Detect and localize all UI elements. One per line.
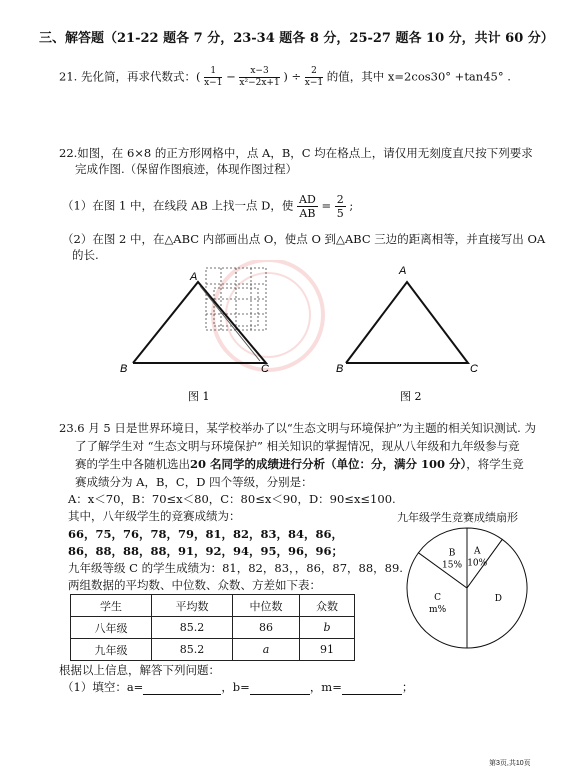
table-row xyxy=(71,617,355,639)
pie-chart xyxy=(404,525,530,651)
q23-line-1: 23.6 月 5 日是世界环境日，某学校举办了以“生态文明与环境保护”为主题的相关知识测试. 为 xyxy=(59,421,536,435)
q23-line-10: 两组数据的平均数、中位数、众数、方差如下表： xyxy=(68,578,321,592)
q22-part-1: （1）在图 1 中，在线段 AB 上找一点 D，使 $\frac{AD}{AB}$ = $\frac{2}{5}$ ; xyxy=(62,193,354,220)
table-header-cell: 众数 xyxy=(300,595,355,617)
table-header-cell: 学生 xyxy=(71,595,152,617)
q21-fraction-2: $\frac{x-3}{\text{x²−2x+1}}$ xyxy=(239,66,280,88)
fig2-label-b: B xyxy=(336,363,344,375)
table-cell: 八年级 xyxy=(71,617,152,639)
q22-part-2-line-1: （2）在图 2 中，在△ABC 内部画出点 O，使点 O 到△ABC 三边的距离相等，并直接写出 OA xyxy=(62,232,546,246)
stats-table xyxy=(70,594,355,661)
q22-ratio-2-5: $\frac{2}{5}$ xyxy=(336,193,344,220)
watermark-seal xyxy=(213,260,323,370)
table-cell: 86 xyxy=(233,617,300,639)
q23-line-2: 了了解学生对 “生态文明与环境保护” 相关知识的掌握情况，现从八年级和九年级参与竞 xyxy=(75,439,520,453)
question-21: 21. 先化简，再求代数式：( $\frac{1}{x-1}$ − $\frac{x-3}{\text{x²−2x+1}}$ ) ÷ $\frac{2}{x-1}$ 的值，其中 x=2cos30° +tan45° . xyxy=(59,66,511,88)
q21-fraction-3: $\frac{2}{x-1}$ xyxy=(304,66,324,88)
pie-label-a: A xyxy=(473,546,481,557)
fig1-caption: 图 1 xyxy=(188,390,210,403)
answer-blank-m[interactable] xyxy=(342,682,402,695)
table-cell: 85.2 xyxy=(152,639,233,661)
fig1-label-b: B xyxy=(120,363,128,375)
table-cell: b xyxy=(300,617,355,639)
pie-percent-c: m% xyxy=(429,604,447,615)
q22-part-2-line-2: 的长. xyxy=(72,248,99,262)
pie-label-b: B xyxy=(448,548,456,559)
fig1-label-c: C xyxy=(261,363,269,375)
fig2-label-a: A xyxy=(399,265,407,277)
answer-blank-b[interactable] xyxy=(250,682,310,695)
pie-percent-b: 15% xyxy=(442,560,463,571)
figure-2-triangle xyxy=(346,282,468,363)
pie-label-d: D xyxy=(494,594,502,605)
fig1-label-a: A xyxy=(190,271,198,283)
q23-fill-in: （1）填空：a= ，b= ，m= ； xyxy=(62,680,414,694)
q22-line-1: 22.如图，在 6×8 的正方形网格中，点 A，B，C 均在格点上，请仅用无刻度直尺按下列要求 xyxy=(59,146,533,160)
q23-after: 根据以上信息，解答下列问题： xyxy=(59,663,220,677)
answer-blank-a[interactable] xyxy=(143,682,221,695)
q21-fraction-1: $\frac{1}{x-1}$ xyxy=(204,66,223,88)
q23-line-6: 其中，八年级学生的竞赛成绩为： xyxy=(68,509,241,523)
pie-percent-a: 10% xyxy=(467,558,488,569)
table-cell: 85.2 xyxy=(152,617,233,639)
q23-grade8-scores-1: 66，75，76，78，79，81，82，83，84，86， xyxy=(68,527,344,541)
table-cell: 91 xyxy=(300,639,355,661)
pie-label-c: C xyxy=(434,592,442,603)
q23-grade8-scores-2: 86，88，88，88，91，92，94，95，96，96； xyxy=(68,544,344,558)
table-header-cell: 平均数 xyxy=(152,595,233,617)
table-header-cell: 中位数 xyxy=(233,595,300,617)
table-header-row xyxy=(71,595,355,617)
fig2-label-c: C xyxy=(470,363,478,375)
q21-lead: 21. 先化简，再求代数式：( xyxy=(59,69,201,84)
q23-grade-ranges: A：x＜70，B：70≤x＜80，C：80≤x＜90，D：90≤x≤100. xyxy=(68,492,396,506)
q22-line-2: 完成作图.（保留作图痕迹，体现作图过程） xyxy=(75,162,298,176)
q23-line-4: 赛成绩分为 A，B，C，D 四个等级，分别是： xyxy=(75,475,313,489)
q21-tail: 的值，其中 x=2cos30° +tan45° . xyxy=(326,69,511,84)
q22-figures xyxy=(118,260,508,410)
q23-line-3: 赛的学生中各随机选出20 名同学的成绩进行分析（单位：分，满分 100 分），将学生竞 xyxy=(75,457,524,471)
page-footer: 第3页,共10页 xyxy=(489,760,531,767)
q22-ratio-ad-ab: $\frac{AD}{AB}$ xyxy=(299,193,316,220)
table-cell: a xyxy=(233,639,300,661)
section-heading: 三、解答题（21-22 题各 7 分，23-34 题各 8 分，25-27 题各 10 分，共计 60 分） xyxy=(39,31,554,46)
q23-grade9-c-scores: 九年级等级 C 的学生成绩为：81，82，83，，86，87，88，89. xyxy=(68,561,403,575)
pie-chart-title: 九年级学生竞赛成绩扇形 xyxy=(397,511,518,524)
fig2-caption: 图 2 xyxy=(400,390,422,403)
table-cell: 九年级 xyxy=(71,639,152,661)
table-row xyxy=(71,639,355,661)
